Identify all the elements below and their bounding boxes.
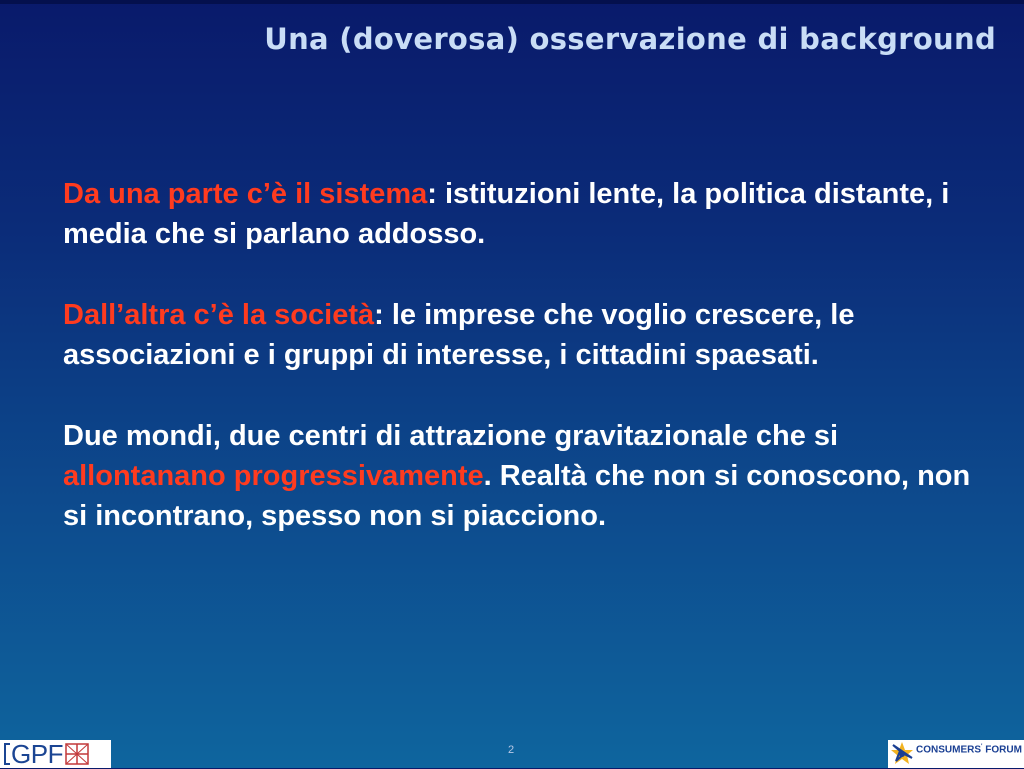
consumers-forum-star-icon [890,741,914,767]
highlight-society: Dall’altra c’è la società [63,299,375,331]
cf-sup: ' [981,744,983,750]
cf-word-consumers: CONSUMERS [916,744,982,756]
paragraph-society-text: : le imprese che voglio crescere, le associazioni e i gruppi di interesse, i cittadini spaesati. [63,299,855,371]
page-number: 2 [508,744,515,756]
gpf-grid-icon [65,743,89,765]
gpf-bracket-icon [4,743,10,765]
cf-word-forum: FORUM [985,744,1022,756]
top-rule [0,0,1024,4]
paragraph-two-worlds [63,416,993,536]
highlight-system: Da una parte c’è il sistema [63,178,428,210]
paragraph-system [63,174,993,254]
consumers-forum-logo-text [916,744,1022,755]
highlight-drifting-apart: allontanano progressivamente [63,460,484,492]
gpf-logo [0,740,111,768]
paragraph-two-worlds-text-before: Due mondi, due centri di attrazione gravitazionale che si [63,420,839,452]
consumers-forum-logo [888,740,1024,768]
slide-content [63,174,993,577]
gpf-logo-text: GPF [11,739,63,769]
paragraph-two-worlds-text-after: . Realtà che non si conoscono, non si incontrano, spesso non si piacciono. [63,460,971,532]
slide-title: Una (doverosa) osservazione di background [264,22,996,56]
paragraph-system-text: : istituzioni lente, la politica distante, i media che si parlano addosso. [63,178,950,250]
paragraph-society [63,295,993,375]
